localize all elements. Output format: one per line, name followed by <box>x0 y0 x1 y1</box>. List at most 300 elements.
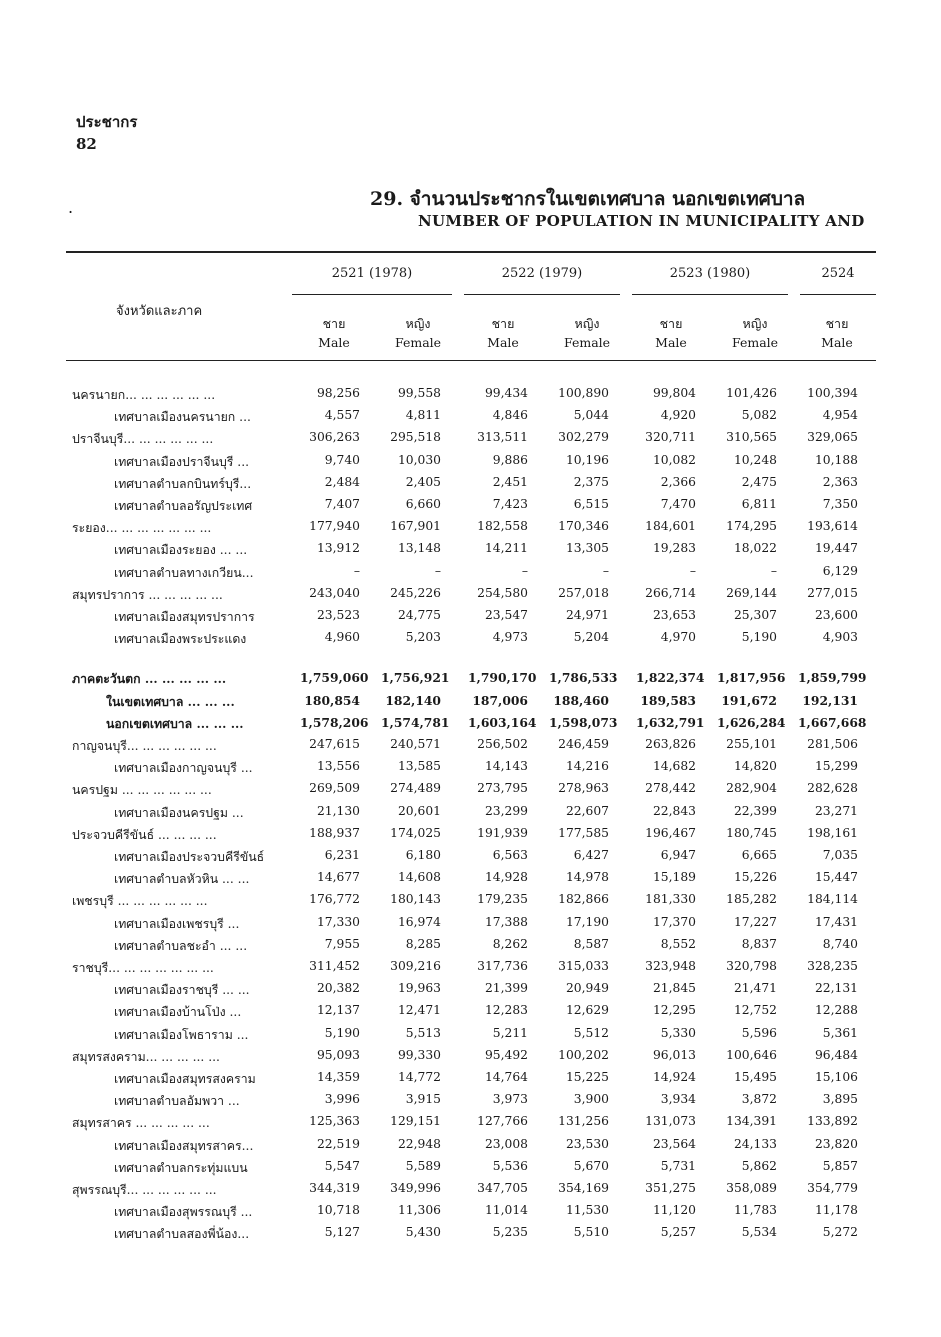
row-label: เทศบาลตำบลอรัญประเทศ <box>114 499 253 513</box>
row-label: เทศบาลเมืองพระประแดง <box>114 632 247 647</box>
table-cell: 256,502 <box>477 737 528 751</box>
table-cell: 15,106 <box>814 1070 858 1084</box>
table-cell: 193,614 <box>807 519 858 534</box>
table-cell: 7,035 <box>822 848 858 862</box>
table-cell: 24,775 <box>397 608 441 622</box>
table-cell: 5,361 <box>822 1025 858 1040</box>
table-cell: 14,143 <box>484 759 528 774</box>
table-cell: 99,558 <box>397 386 441 400</box>
table-cell: 1,817,956 <box>717 670 786 686</box>
table-row <box>0 959 941 979</box>
table-cell: 100,202 <box>558 1047 609 1062</box>
table-cell: 191,939 <box>477 825 528 840</box>
table-cell: 100,394 <box>807 386 858 400</box>
table-row <box>0 715 941 735</box>
row-label: สุพรรณบุรี... ... ... ... ... ... <box>72 1183 217 1197</box>
table-cell: 2,475 <box>741 474 777 489</box>
table-cell: 6,563 <box>492 848 528 862</box>
table-cell: 23,271 <box>814 803 858 818</box>
table-cell: 13,305 <box>565 541 609 556</box>
table-cell: 5,534 <box>741 1225 777 1240</box>
table-row <box>0 1159 941 1179</box>
row-label: เพชรบุรี ... ... ... ... ... ... <box>72 894 208 909</box>
table-cell: 2,484 <box>324 474 360 489</box>
table-title-english: NUMBER OF POPULATION IN MUNICIPALITY AND <box>418 212 865 230</box>
table-cell: 5,257 <box>660 1225 696 1240</box>
year-rule-1980 <box>632 294 788 295</box>
table-cell: 263,826 <box>645 737 696 751</box>
table-cell: 24,133 <box>733 1136 777 1151</box>
column-header-thai: ชาย <box>659 316 683 331</box>
table-cell: 266,714 <box>645 585 696 600</box>
table-cell: 5,512 <box>573 1025 609 1040</box>
table-cell: 2,363 <box>822 474 858 489</box>
table-cell: – <box>353 563 360 578</box>
table-cell: 19,447 <box>814 541 858 556</box>
row-label: เทศบาลเมืองสมุทรปราการ <box>114 610 255 624</box>
table-cell: 10,718 <box>316 1203 360 1218</box>
table-cell: 182,866 <box>558 892 609 907</box>
table-row <box>0 519 941 539</box>
row-label: เทศบาลตำบลหัวหิน ... ... <box>114 872 250 887</box>
table-cell: 3,973 <box>492 1092 528 1107</box>
table-cell: 12,295 <box>652 1003 696 1018</box>
table-cell: 23,530 <box>565 1136 609 1151</box>
column-header-english: Female <box>731 335 779 350</box>
table-cell: 11,530 <box>565 1203 609 1218</box>
table-cell: 5,547 <box>324 1158 360 1173</box>
table-cell: 182,140 <box>385 692 441 708</box>
table-cell: 8,740 <box>822 936 858 951</box>
table-row <box>0 1203 941 1223</box>
table-cell: 10,082 <box>652 452 696 467</box>
table-cell: 95,093 <box>316 1047 360 1062</box>
table-cell: 179,235 <box>477 892 528 907</box>
table-cell: 14,359 <box>316 1070 360 1084</box>
table-cell: 17,190 <box>565 914 609 929</box>
column-header-english: Male <box>487 335 519 350</box>
table-cell: 99,434 <box>484 386 528 400</box>
row-label: สมุทรสาคร ... ... ... ... ... <box>72 1116 210 1131</box>
row-label: เทศบาลเมืองประจวบคีรีขันธ์ <box>114 850 265 864</box>
row-label: เทศบาลตำบลกระทุ่มแบน <box>114 1160 248 1175</box>
table-cell: 23,299 <box>484 803 528 818</box>
table-cell: 5,235 <box>492 1225 528 1240</box>
table-cell: 23,600 <box>814 608 858 622</box>
table-cell: 15,225 <box>565 1070 609 1084</box>
table-cell: 278,442 <box>645 781 696 796</box>
row-label: เทศบาลเมืองสมุทรสาคร... <box>114 1138 254 1153</box>
row-label: เทศบาลตำบลทางเกวียน... <box>114 565 254 580</box>
table-cell: 282,628 <box>807 781 858 796</box>
table-cell: 187,006 <box>472 692 528 708</box>
table-cell: 167,901 <box>390 519 441 534</box>
table-cell: 22,399 <box>733 803 777 818</box>
table-cell: 100,890 <box>558 386 609 400</box>
page-number: 82 <box>76 135 97 153</box>
table-cell: 295,518 <box>390 430 441 445</box>
table-cell: 180,745 <box>726 825 777 840</box>
table-cell: 328,235 <box>807 959 858 973</box>
table-cell: 9,740 <box>324 452 360 467</box>
table-cell: 15,299 <box>814 759 858 774</box>
table-row <box>0 430 941 450</box>
table-row <box>0 915 941 935</box>
row-label: เทศบาลเมืองสุพรรณบุรี ... <box>114 1205 253 1220</box>
table-cell: 177,940 <box>309 519 360 534</box>
table-row <box>0 1026 941 1046</box>
table-row <box>0 870 941 890</box>
table-cell: 100,646 <box>726 1047 777 1062</box>
table-cell: 185,282 <box>726 892 777 907</box>
table-cell: 4,970 <box>660 630 696 645</box>
table-cell: 14,928 <box>484 870 528 885</box>
table-cell: 14,608 <box>397 870 441 885</box>
table-cell: 170,346 <box>558 519 609 534</box>
table-cell: 278,963 <box>558 781 609 796</box>
table-row <box>0 826 941 846</box>
table-cell: 23,564 <box>652 1136 696 1151</box>
table-row <box>0 475 941 495</box>
column-header-male <box>294 314 374 352</box>
table-cell: 15,447 <box>814 870 858 885</box>
table-cell: 5,204 <box>573 630 609 645</box>
table-cell: 5,190 <box>324 1025 360 1040</box>
row-label: เทศบาลตำบลกบินทร์บุรี... <box>114 476 252 491</box>
table-cell: 255,101 <box>726 737 777 751</box>
table-cell: 13,912 <box>316 541 360 556</box>
table-cell: 306,263 <box>309 430 360 445</box>
row-label: กาญจนบุรี... ... ... ... ... ... <box>72 739 217 753</box>
table-cell: 13,585 <box>397 759 441 774</box>
row-label: สมุทรสงคราม... ... ... ... ... <box>72 1049 220 1064</box>
top-rule <box>66 251 876 253</box>
table-cell: 1,626,284 <box>717 714 786 730</box>
row-label: นครนายก... ... ... ... ... ... <box>72 388 216 402</box>
table-cell: 133,892 <box>807 1114 858 1129</box>
table-cell: 191,672 <box>721 692 777 708</box>
column-header-english: Female <box>563 335 611 350</box>
table-cell: 358,089 <box>726 1181 777 1195</box>
table-cell: 11,120 <box>652 1203 696 1218</box>
column-header-thai: ชาย <box>491 316 515 331</box>
table-cell: 8,262 <box>492 936 528 951</box>
table-cell: 1,822,374 <box>636 670 705 686</box>
table-cell: 5,670 <box>573 1158 609 1173</box>
table-cell: 4,557 <box>324 408 360 423</box>
table-cell: 3,915 <box>405 1092 441 1107</box>
table-row <box>0 1114 941 1134</box>
table-cell: 11,014 <box>484 1203 528 1218</box>
table-cell: 317,736 <box>477 959 528 973</box>
table-cell: 3,934 <box>660 1092 696 1107</box>
table-cell: 4,903 <box>822 630 858 645</box>
table-row <box>0 497 941 517</box>
row-label: ปราจีนบุรี... ... ... ... ... ... <box>72 432 214 447</box>
table-cell: 6,515 <box>573 497 609 511</box>
row-label: เทศบาลเมืองนครปฐม ... <box>114 805 244 820</box>
table-cell: 20,949 <box>565 981 609 996</box>
table-cell: 22,607 <box>565 803 609 818</box>
column-header-male <box>463 314 543 352</box>
row-label: เทศบาลเมืองสมุทรสงคราม <box>114 1072 256 1086</box>
table-cell: 14,764 <box>484 1070 528 1084</box>
table-cell: 309,216 <box>390 959 441 973</box>
table-cell: 18,022 <box>733 541 777 556</box>
table-cell: 20,601 <box>397 803 441 818</box>
table-cell: 24,971 <box>565 608 609 622</box>
table-cell: 282,904 <box>726 781 777 796</box>
table-cell: 1,667,668 <box>798 714 867 730</box>
row-label: ประจวบคีรีขันธ์ ... ... ... ... <box>72 827 217 842</box>
table-cell: 320,711 <box>645 430 696 445</box>
table-cell: 6,811 <box>741 497 777 511</box>
year-header-1979: 2522 (1979) <box>501 266 583 281</box>
table-cell: 14,682 <box>652 759 696 774</box>
table-cell: 5,857 <box>822 1158 858 1173</box>
table-cell: – <box>689 563 696 578</box>
table-cell: 5,044 <box>573 408 609 423</box>
table-row <box>0 693 941 713</box>
column-header-thai: หญิง <box>574 316 600 331</box>
table-cell: 127,766 <box>477 1114 528 1129</box>
table-cell: 25,307 <box>733 608 777 622</box>
table-row <box>0 892 941 912</box>
table-cell: 1,632,791 <box>636 714 705 730</box>
table-row <box>0 1092 941 1112</box>
table-row <box>0 386 941 406</box>
table-cell: 7,350 <box>822 497 858 511</box>
table-cell: 1,859,799 <box>798 670 867 686</box>
table-cell: 4,811 <box>405 408 441 423</box>
table-cell: 184,601 <box>645 519 696 534</box>
table-cell: 5,536 <box>492 1158 528 1173</box>
table-cell: 269,509 <box>309 781 360 796</box>
table-cell: 6,427 <box>573 848 609 862</box>
table-row <box>0 1137 941 1157</box>
table-cell: 125,363 <box>309 1114 360 1129</box>
table-row <box>0 1181 941 1201</box>
table-cell: 245,226 <box>390 585 441 600</box>
row-label: ในเขตเทศบาล ... ... ... <box>106 693 235 709</box>
table-cell: 8,837 <box>741 936 777 951</box>
table-cell: 347,705 <box>477 1181 528 1195</box>
table-cell: 14,677 <box>316 870 360 885</box>
table-cell: – <box>521 563 528 578</box>
table-cell: 10,248 <box>733 452 777 467</box>
column-header-thai: หญิง <box>742 316 768 331</box>
table-cell: 257,018 <box>558 585 609 600</box>
table-cell: 9,886 <box>492 452 528 467</box>
table-cell: 5,272 <box>822 1225 858 1240</box>
table-cell: 349,996 <box>390 1181 441 1195</box>
table-cell: 184,114 <box>807 892 858 907</box>
table-row <box>0 759 941 779</box>
table-cell: 134,391 <box>726 1114 777 1129</box>
table-cell: 344,319 <box>309 1181 360 1195</box>
table-cell: 129,151 <box>390 1114 441 1129</box>
table-cell: 15,226 <box>733 870 777 885</box>
table-cell: 14,772 <box>397 1070 441 1084</box>
table-cell: 22,519 <box>316 1136 360 1151</box>
table-cell: 189,583 <box>640 692 696 708</box>
table-cell: 22,948 <box>397 1136 441 1151</box>
table-cell: 15,189 <box>652 870 696 885</box>
table-cell: 19,963 <box>397 981 441 996</box>
column-header-male <box>631 314 711 352</box>
table-cell: 23,653 <box>652 608 696 622</box>
table-row <box>0 1070 941 1090</box>
table-cell: 5,513 <box>405 1025 441 1040</box>
table-cell: 12,288 <box>814 1003 858 1018</box>
table-cell: 273,795 <box>477 781 528 796</box>
table-row <box>0 804 941 824</box>
table-cell: 23,820 <box>814 1136 858 1151</box>
column-header-female <box>715 314 795 352</box>
table-cell: 22,843 <box>652 803 696 818</box>
table-cell: 182,558 <box>477 519 528 534</box>
row-label: ภาคตะวันตก ... ... ... ... ... <box>72 671 227 687</box>
table-cell: 198,161 <box>807 825 858 840</box>
table-cell: 14,211 <box>484 541 528 556</box>
table-row <box>0 630 941 650</box>
table-cell: 1,598,073 <box>549 714 618 730</box>
table-cell: 98,256 <box>316 386 360 400</box>
table-cell: 174,295 <box>726 519 777 534</box>
table-cell: 17,330 <box>316 914 360 929</box>
table-cell: 12,629 <box>565 1003 609 1018</box>
table-cell: 254,580 <box>477 585 528 600</box>
row-label: เทศบาลเมืองระยอง ... ... <box>114 543 248 558</box>
table-cell: 101,426 <box>726 386 777 400</box>
table-cell: 13,556 <box>316 759 360 774</box>
table-cell: 99,330 <box>397 1047 441 1062</box>
table-cell: 1,790,170 <box>468 670 537 686</box>
column-header-english: Male <box>655 335 687 350</box>
table-cell: 2,366 <box>660 474 696 489</box>
table-cell: – <box>434 563 441 578</box>
table-cell: 6,129 <box>822 563 858 578</box>
table-cell: 176,772 <box>309 892 360 907</box>
year-header-1980: 2523 (1980) <box>669 266 751 281</box>
table-cell: 21,399 <box>484 981 528 996</box>
table-cell: 12,137 <box>316 1003 360 1018</box>
row-label: ราชบุรี... ... ... ... ... ... ... <box>72 961 214 975</box>
column-header-thai: ชาย <box>825 316 849 331</box>
margin-dot: . <box>68 198 74 217</box>
table-cell: 2,451 <box>492 474 528 489</box>
year-header-1981: 2524 <box>821 266 855 281</box>
row-label: เทศบาลเมืองโพธาราม ... <box>114 1027 249 1042</box>
table-cell: 354,779 <box>807 1181 858 1195</box>
table-cell: 99,804 <box>652 386 696 400</box>
table-cell: 188,937 <box>309 825 360 840</box>
table-cell: 6,947 <box>660 848 696 862</box>
table-cell: 17,388 <box>484 914 528 929</box>
table-cell: 96,484 <box>814 1047 858 1062</box>
row-label: เทศบาลเมืองกาญจนบุรี ... <box>114 761 253 776</box>
table-cell: 180,143 <box>390 892 441 907</box>
table-cell: – <box>770 563 777 578</box>
row-label: เทศบาลเมืองราชบุรี ... ... <box>114 983 250 998</box>
table-cell: 313,511 <box>477 430 528 445</box>
table-cell: 302,279 <box>558 430 609 445</box>
row-label: เทศบาลเมืองบ้านโป่ง ... <box>114 1005 242 1020</box>
table-cell: 21,130 <box>316 803 360 818</box>
table-cell: 192,131 <box>802 692 858 708</box>
table-cell: 5,731 <box>660 1158 696 1173</box>
table-cell: 1,759,060 <box>300 670 369 686</box>
row-label: นครปฐม ... ... ... ... ... ... <box>72 783 212 798</box>
table-cell: 240,571 <box>390 737 441 751</box>
table-cell: 5,430 <box>405 1225 441 1240</box>
table-cell: 188,460 <box>553 692 609 708</box>
table-cell: 7,955 <box>324 936 360 951</box>
table-row <box>0 937 941 957</box>
year-rule-1979 <box>464 294 620 295</box>
table-cell: 22,131 <box>814 981 858 996</box>
page-header-section: ประชากร <box>76 113 138 131</box>
column-header-female <box>547 314 627 352</box>
table-cell: 3,996 <box>324 1092 360 1107</box>
table-cell: 4,954 <box>822 408 858 423</box>
table-cell: 4,973 <box>492 630 528 645</box>
year-rule-1978 <box>292 294 452 295</box>
table-cell: 1,574,781 <box>381 714 450 730</box>
table-row <box>0 1048 941 1068</box>
table-cell: 5,211 <box>492 1025 528 1040</box>
table-row <box>0 408 941 428</box>
table-cell: 21,471 <box>733 981 777 996</box>
table-cell: 5,203 <box>405 630 441 645</box>
table-cell: 247,615 <box>309 737 360 751</box>
stub-header: จังหวัดและภาค <box>116 304 203 319</box>
column-header-english: Male <box>821 335 853 350</box>
table-cell: 2,405 <box>405 474 441 489</box>
table-cell: 3,900 <box>573 1092 609 1107</box>
table-row <box>0 564 941 584</box>
table-cell: 95,492 <box>484 1047 528 1062</box>
table-cell: 8,285 <box>405 936 441 951</box>
table-cell: 7,407 <box>324 497 360 511</box>
table-cell: 5,082 <box>741 408 777 423</box>
table-cell: 1,786,533 <box>549 670 618 686</box>
table-row <box>0 1003 941 1023</box>
year-header-1978: 2521 (1978) <box>331 266 413 281</box>
table-cell: 177,585 <box>558 825 609 840</box>
table-cell: 17,227 <box>733 914 777 929</box>
year-rule-1981 <box>800 294 876 295</box>
table-cell: 323,948 <box>645 959 696 973</box>
table-row <box>0 781 941 801</box>
table-cell: 16,974 <box>397 914 441 929</box>
row-label: เทศบาลตำบลอัมพวา ... <box>114 1094 240 1109</box>
table-cell: 281,506 <box>807 737 858 751</box>
table-row <box>0 586 941 606</box>
row-label: เทศบาลเมืองปราจีนบุรี ... <box>114 454 250 469</box>
column-header-english: Female <box>394 335 442 350</box>
table-cell: 12,752 <box>733 1003 777 1018</box>
table-cell: 274,489 <box>390 781 441 796</box>
table-cell: 4,960 <box>324 630 360 645</box>
table-cell: 243,040 <box>309 585 360 600</box>
table-cell: 5,190 <box>741 630 777 645</box>
table-cell: 10,188 <box>814 452 858 467</box>
table-cell: 5,510 <box>573 1225 609 1240</box>
table-cell: 269,144 <box>726 585 777 600</box>
row-label: สมุทรปราการ ... ... ... ... ... <box>72 587 223 602</box>
table-cell: 11,306 <box>397 1203 441 1218</box>
